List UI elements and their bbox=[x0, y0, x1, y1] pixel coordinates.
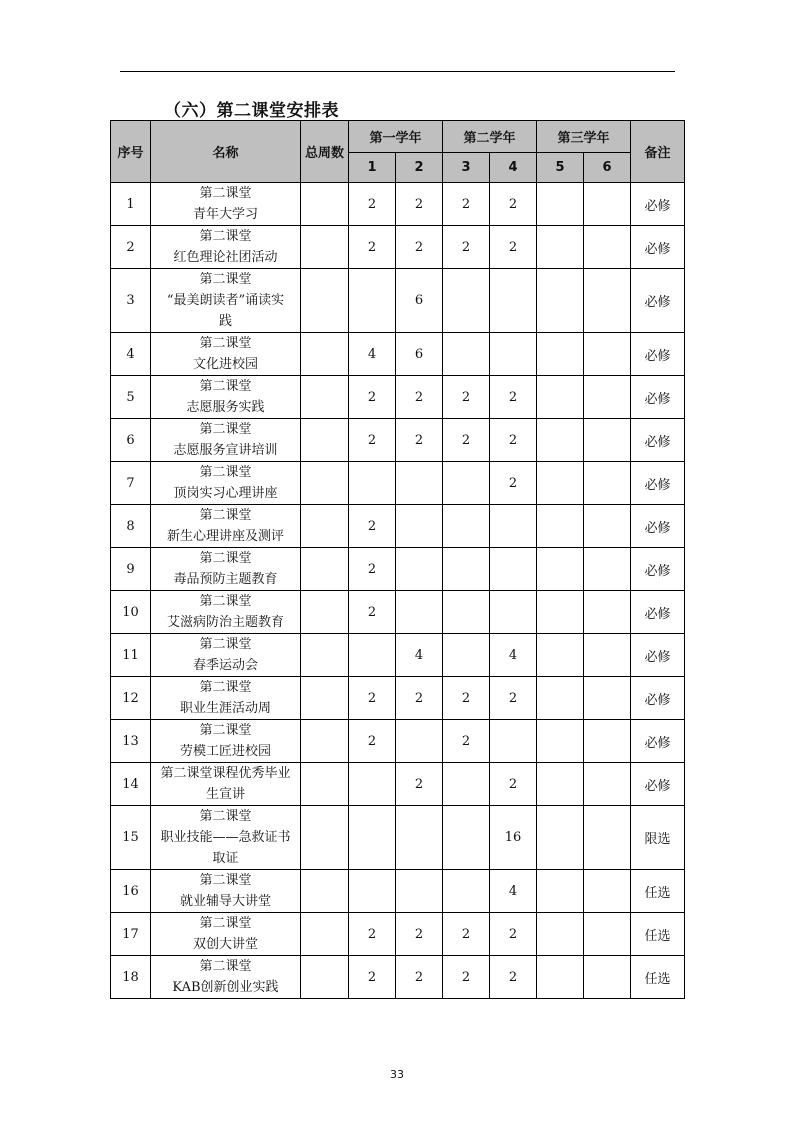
row-term-6 bbox=[584, 269, 631, 333]
row-term-5 bbox=[537, 806, 584, 870]
row-index: 11 bbox=[111, 634, 151, 677]
row-total-weeks bbox=[301, 226, 349, 269]
row-term-4: 2 bbox=[490, 956, 537, 999]
row-name-line: 第二课堂 bbox=[199, 379, 252, 394]
row-term-2: 2 bbox=[396, 183, 443, 226]
row-index: 10 bbox=[111, 591, 151, 634]
row-term-6 bbox=[584, 376, 631, 419]
row-total-weeks bbox=[301, 956, 349, 999]
header-term: 5 bbox=[537, 153, 584, 183]
header-year-3: 第三学年 bbox=[537, 121, 631, 153]
row-term-6 bbox=[584, 505, 631, 548]
table-row bbox=[111, 870, 685, 913]
row-index: 2 bbox=[111, 226, 151, 269]
header-term: 6 bbox=[584, 153, 631, 183]
row-term-4 bbox=[490, 548, 537, 591]
section-title: （六）第二课堂安排表 bbox=[164, 101, 339, 121]
table-row bbox=[111, 634, 685, 677]
row-term-6 bbox=[584, 913, 631, 956]
row-name-line: 第二课堂 bbox=[199, 336, 252, 351]
row-name bbox=[151, 376, 301, 419]
row-term-3 bbox=[443, 548, 490, 591]
row-term-2 bbox=[396, 720, 443, 763]
row-remark: 必修 bbox=[631, 462, 685, 505]
row-term-4: 4 bbox=[490, 870, 537, 913]
row-term-6 bbox=[584, 763, 631, 806]
row-term-2 bbox=[396, 462, 443, 505]
row-term-4: 2 bbox=[490, 226, 537, 269]
row-name-line: “最美朗读者”诵读实 bbox=[166, 293, 285, 308]
row-index: 13 bbox=[111, 720, 151, 763]
row-term-6 bbox=[584, 634, 631, 677]
row-total-weeks bbox=[301, 720, 349, 763]
row-name-line: 第二课堂 bbox=[199, 680, 252, 695]
row-name bbox=[151, 462, 301, 505]
row-term-6 bbox=[584, 548, 631, 591]
row-index: 9 bbox=[111, 548, 151, 591]
row-name-line: 第二课堂 bbox=[199, 723, 252, 738]
row-term-6 bbox=[584, 956, 631, 999]
row-name bbox=[151, 870, 301, 913]
row-term-6 bbox=[584, 591, 631, 634]
row-term-6 bbox=[584, 183, 631, 226]
row-name bbox=[151, 226, 301, 269]
row-term-5 bbox=[537, 677, 584, 720]
row-term-1: 2 bbox=[349, 720, 396, 763]
row-term-2: 2 bbox=[396, 913, 443, 956]
row-term-4: 2 bbox=[490, 376, 537, 419]
row-term-2: 2 bbox=[396, 677, 443, 720]
row-name-line: 取证 bbox=[212, 851, 239, 866]
row-name-line: 春季运动会 bbox=[192, 658, 258, 673]
row-term-5 bbox=[537, 376, 584, 419]
row-name bbox=[151, 806, 301, 870]
row-remark: 必修 bbox=[631, 763, 685, 806]
row-term-5 bbox=[537, 419, 584, 462]
row-total-weeks bbox=[301, 548, 349, 591]
row-term-6 bbox=[584, 806, 631, 870]
row-total-weeks bbox=[301, 591, 349, 634]
table-row bbox=[111, 956, 685, 999]
row-total-weeks bbox=[301, 870, 349, 913]
row-term-2: 2 bbox=[396, 763, 443, 806]
row-term-4: 2 bbox=[490, 183, 537, 226]
header-term: 1 bbox=[349, 153, 396, 183]
row-term-4: 2 bbox=[490, 419, 537, 462]
row-total-weeks bbox=[301, 376, 349, 419]
row-index: 15 bbox=[111, 806, 151, 870]
header-year-2: 第二学年 bbox=[443, 121, 537, 153]
row-remark: 必修 bbox=[631, 548, 685, 591]
row-name-line: 第二课堂 bbox=[199, 873, 252, 888]
row-name bbox=[151, 548, 301, 591]
row-term-6 bbox=[584, 226, 631, 269]
row-total-weeks bbox=[301, 913, 349, 956]
schedule-table bbox=[110, 120, 685, 999]
row-term-1 bbox=[349, 870, 396, 913]
row-term-5 bbox=[537, 634, 584, 677]
row-name-line: KAB创新创业实践 bbox=[172, 980, 279, 995]
row-term-5 bbox=[537, 226, 584, 269]
row-term-5 bbox=[537, 763, 584, 806]
table-row bbox=[111, 677, 685, 720]
row-total-weeks bbox=[301, 505, 349, 548]
row-name-line: 毒品预防主题教育 bbox=[173, 572, 278, 587]
row-total-weeks bbox=[301, 677, 349, 720]
row-term-3: 2 bbox=[443, 376, 490, 419]
row-term-3 bbox=[443, 870, 490, 913]
row-term-4: 2 bbox=[490, 462, 537, 505]
row-name-line: 第二课堂 bbox=[199, 422, 252, 437]
row-index: 3 bbox=[111, 269, 151, 333]
row-total-weeks bbox=[301, 269, 349, 333]
row-name bbox=[151, 634, 301, 677]
row-remark: 必修 bbox=[631, 226, 685, 269]
row-name bbox=[151, 677, 301, 720]
row-name-line: 志愿服务宣讲培训 bbox=[173, 443, 278, 458]
row-name-line: 就业辅导大讲堂 bbox=[179, 894, 271, 909]
row-remark: 必修 bbox=[631, 505, 685, 548]
row-total-weeks bbox=[301, 183, 349, 226]
row-term-3: 2 bbox=[443, 913, 490, 956]
row-term-3: 2 bbox=[443, 956, 490, 999]
row-name bbox=[151, 333, 301, 376]
row-term-5 bbox=[537, 505, 584, 548]
row-remark: 必修 bbox=[631, 183, 685, 226]
row-name-line: 顶岗实习心理讲座 bbox=[173, 486, 278, 501]
row-total-weeks bbox=[301, 462, 349, 505]
row-term-1 bbox=[349, 269, 396, 333]
row-index: 1 bbox=[111, 183, 151, 226]
row-remark: 任选 bbox=[631, 913, 685, 956]
row-total-weeks bbox=[301, 333, 349, 376]
row-name bbox=[151, 956, 301, 999]
row-term-3 bbox=[443, 806, 490, 870]
row-index: 17 bbox=[111, 913, 151, 956]
row-remark: 限选 bbox=[631, 806, 685, 870]
row-term-5 bbox=[537, 591, 584, 634]
row-remark: 任选 bbox=[631, 870, 685, 913]
row-name-line: 文化进校园 bbox=[192, 357, 258, 372]
table-row bbox=[111, 806, 685, 870]
row-name-line: 第二课堂 bbox=[199, 186, 252, 201]
row-term-4 bbox=[490, 269, 537, 333]
row-term-1 bbox=[349, 806, 396, 870]
row-term-2 bbox=[396, 806, 443, 870]
page-number: 33 bbox=[390, 1068, 404, 1081]
table-row bbox=[111, 269, 685, 333]
row-name-line: 艾滋病防治主题教育 bbox=[166, 615, 284, 630]
row-index: 12 bbox=[111, 677, 151, 720]
header-remark: 备注 bbox=[631, 121, 685, 183]
table-row bbox=[111, 462, 685, 505]
row-name-line: 第二课堂 bbox=[199, 594, 252, 609]
row-name-line: 第二课堂 bbox=[199, 229, 252, 244]
row-name bbox=[151, 505, 301, 548]
row-term-2: 2 bbox=[396, 419, 443, 462]
row-remark: 必修 bbox=[631, 677, 685, 720]
row-term-6 bbox=[584, 462, 631, 505]
row-name-line: 新生心理讲座及测评 bbox=[166, 529, 284, 544]
header-term: 4 bbox=[490, 153, 537, 183]
table-row bbox=[111, 591, 685, 634]
row-remark: 必修 bbox=[631, 269, 685, 333]
row-term-4: 16 bbox=[490, 806, 537, 870]
row-term-5 bbox=[537, 462, 584, 505]
row-name-line: 红色理论社团活动 bbox=[173, 250, 278, 265]
row-term-3: 2 bbox=[443, 226, 490, 269]
row-term-2 bbox=[396, 591, 443, 634]
row-term-2: 6 bbox=[396, 333, 443, 376]
row-name-line: 第二课堂 bbox=[199, 916, 252, 931]
row-name-line: 青年大学习 bbox=[192, 207, 258, 222]
row-term-5 bbox=[537, 956, 584, 999]
row-remark: 任选 bbox=[631, 956, 685, 999]
table-row bbox=[111, 505, 685, 548]
row-name bbox=[151, 913, 301, 956]
row-term-2: 6 bbox=[396, 269, 443, 333]
row-term-1: 2 bbox=[349, 548, 396, 591]
row-term-6 bbox=[584, 677, 631, 720]
table-row bbox=[111, 720, 685, 763]
table-row bbox=[111, 419, 685, 462]
row-remark: 必修 bbox=[631, 333, 685, 376]
row-term-5 bbox=[537, 913, 584, 956]
row-term-1: 4 bbox=[349, 333, 396, 376]
row-term-6 bbox=[584, 720, 631, 763]
row-term-6 bbox=[584, 419, 631, 462]
row-name-line: 劳模工匠进校园 bbox=[179, 744, 271, 759]
row-term-4 bbox=[490, 591, 537, 634]
row-term-3 bbox=[443, 333, 490, 376]
row-name-line: 第二课堂 bbox=[199, 637, 252, 652]
row-remark: 必修 bbox=[631, 720, 685, 763]
row-term-6 bbox=[584, 333, 631, 376]
row-total-weeks bbox=[301, 634, 349, 677]
row-total-weeks bbox=[301, 419, 349, 462]
row-term-4: 4 bbox=[490, 634, 537, 677]
table-row bbox=[111, 376, 685, 419]
row-term-5 bbox=[537, 548, 584, 591]
row-term-1: 2 bbox=[349, 183, 396, 226]
row-term-4: 2 bbox=[490, 677, 537, 720]
row-term-4 bbox=[490, 720, 537, 763]
row-term-2 bbox=[396, 505, 443, 548]
row-term-1: 2 bbox=[349, 913, 396, 956]
row-name-line: 生宣讲 bbox=[205, 787, 245, 802]
row-remark: 必修 bbox=[631, 591, 685, 634]
row-name bbox=[151, 419, 301, 462]
row-remark: 必修 bbox=[631, 419, 685, 462]
row-term-1: 2 bbox=[349, 591, 396, 634]
row-term-4 bbox=[490, 333, 537, 376]
row-name bbox=[151, 591, 301, 634]
row-remark: 必修 bbox=[631, 634, 685, 677]
row-term-1: 2 bbox=[349, 419, 396, 462]
row-term-1 bbox=[349, 763, 396, 806]
row-term-5 bbox=[537, 333, 584, 376]
table-body bbox=[111, 183, 685, 999]
table-row bbox=[111, 913, 685, 956]
header-term: 3 bbox=[443, 153, 490, 183]
row-term-3 bbox=[443, 269, 490, 333]
table-row bbox=[111, 763, 685, 806]
row-name bbox=[151, 183, 301, 226]
row-term-1 bbox=[349, 462, 396, 505]
row-term-2: 2 bbox=[396, 226, 443, 269]
row-total-weeks bbox=[301, 763, 349, 806]
row-term-1: 2 bbox=[349, 376, 396, 419]
row-term-3 bbox=[443, 763, 490, 806]
row-term-3: 2 bbox=[443, 419, 490, 462]
row-name-line: 职业技能——急救证书 bbox=[160, 830, 291, 845]
header-name: 名称 bbox=[151, 121, 301, 183]
header-index: 序号 bbox=[111, 121, 151, 183]
row-term-3 bbox=[443, 462, 490, 505]
table-row bbox=[111, 548, 685, 591]
row-term-2 bbox=[396, 548, 443, 591]
row-index: 8 bbox=[111, 505, 151, 548]
row-name-line: 双创大讲堂 bbox=[192, 937, 258, 952]
row-term-2: 4 bbox=[396, 634, 443, 677]
row-term-1 bbox=[349, 634, 396, 677]
row-name-line: 第二课堂 bbox=[199, 551, 252, 566]
row-name bbox=[151, 720, 301, 763]
row-remark: 必修 bbox=[631, 376, 685, 419]
row-term-1: 2 bbox=[349, 226, 396, 269]
row-term-3: 2 bbox=[443, 677, 490, 720]
row-term-5 bbox=[537, 269, 584, 333]
header-term: 2 bbox=[396, 153, 443, 183]
row-term-4: 2 bbox=[490, 913, 537, 956]
row-name-line: 第二课堂 bbox=[199, 959, 252, 974]
row-term-5 bbox=[537, 183, 584, 226]
row-name bbox=[151, 763, 301, 806]
row-index: 14 bbox=[111, 763, 151, 806]
row-name-line: 第二课堂 bbox=[199, 809, 252, 824]
row-term-3: 2 bbox=[443, 720, 490, 763]
row-total-weeks bbox=[301, 806, 349, 870]
table-row bbox=[111, 183, 685, 226]
row-name-line: 第二课堂 bbox=[199, 465, 252, 480]
row-name-line: 践 bbox=[218, 314, 232, 329]
row-index: 16 bbox=[111, 870, 151, 913]
row-term-3 bbox=[443, 634, 490, 677]
row-term-6 bbox=[584, 870, 631, 913]
row-term-5 bbox=[537, 870, 584, 913]
row-name-line: 第二课堂 bbox=[199, 272, 252, 287]
header-total-weeks: 总周数 bbox=[301, 121, 349, 183]
table-row bbox=[111, 226, 685, 269]
header-rule bbox=[120, 71, 675, 72]
row-name-line: 志愿服务实践 bbox=[186, 400, 265, 415]
row-term-3: 2 bbox=[443, 183, 490, 226]
row-term-2: 2 bbox=[396, 956, 443, 999]
row-name bbox=[151, 269, 301, 333]
row-index: 18 bbox=[111, 956, 151, 999]
row-index: 4 bbox=[111, 333, 151, 376]
row-name-line: 第二课堂课程优秀毕业 bbox=[160, 766, 291, 781]
row-term-1: 2 bbox=[349, 956, 396, 999]
row-name-line: 第二课堂 bbox=[199, 508, 252, 523]
row-term-2 bbox=[396, 870, 443, 913]
table-row bbox=[111, 333, 685, 376]
row-term-4: 2 bbox=[490, 763, 537, 806]
row-term-1: 2 bbox=[349, 677, 396, 720]
header-year-1: 第一学年 bbox=[349, 121, 443, 153]
row-term-2: 2 bbox=[396, 376, 443, 419]
row-term-5 bbox=[537, 720, 584, 763]
row-name-line: 职业生涯活动周 bbox=[179, 701, 271, 716]
row-term-4 bbox=[490, 505, 537, 548]
row-index: 7 bbox=[111, 462, 151, 505]
row-term-3 bbox=[443, 591, 490, 634]
row-term-3 bbox=[443, 505, 490, 548]
row-index: 6 bbox=[111, 419, 151, 462]
row-index: 5 bbox=[111, 376, 151, 419]
row-term-1: 2 bbox=[349, 505, 396, 548]
